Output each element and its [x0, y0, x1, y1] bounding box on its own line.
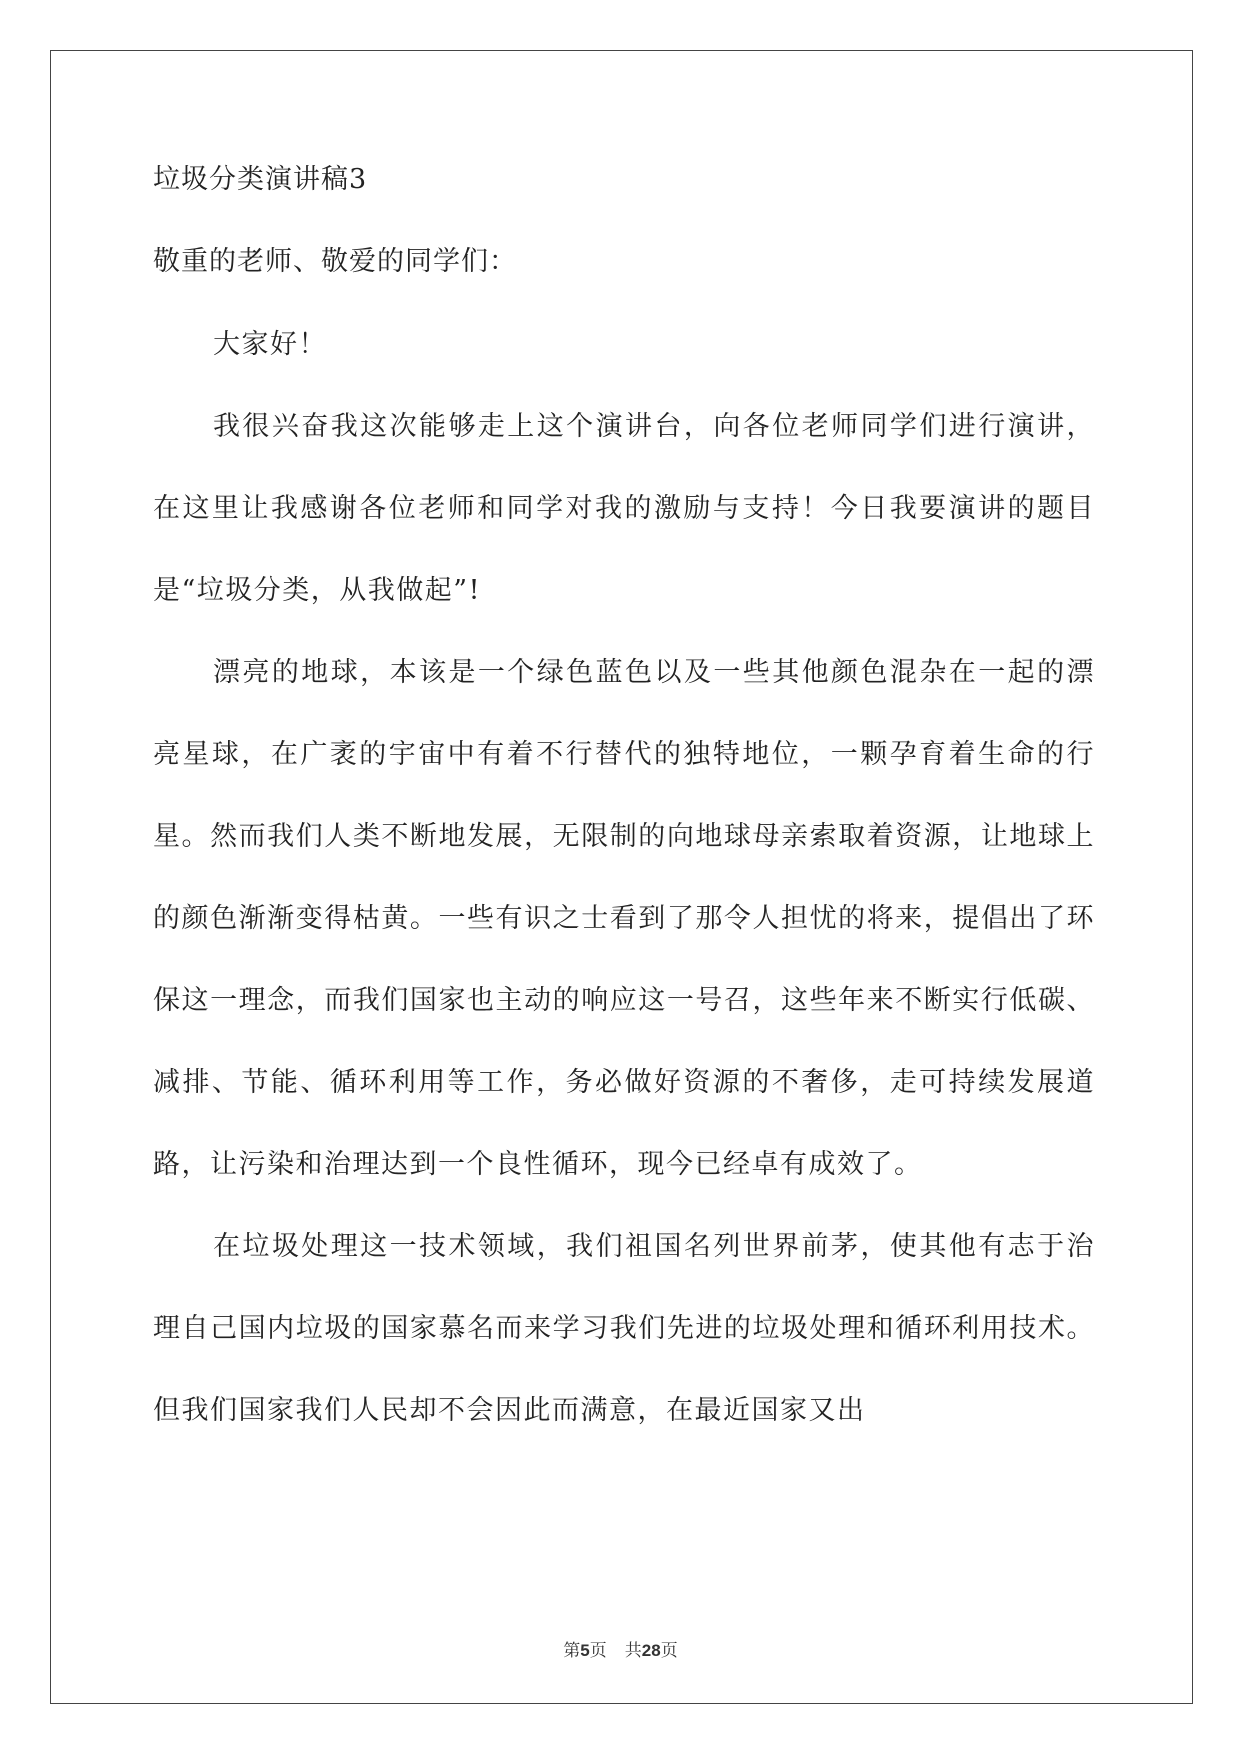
page-footer [0, 1636, 1241, 1661]
total-prefix: 共 [624, 1641, 642, 1661]
paragraph-greeting: 大家好！ [213, 329, 327, 360]
page-prefix: 第 [563, 1641, 581, 1661]
paragraph: 漂亮的地球，本该是一个绿色蓝色以及一些其他颜色混杂在一起的漂亮星球，在广袤的宇宙中有着不行替代的独特地位，一颗孕育着生命的行星。然而我们人类不断地发展，无限制的向地球母亲索取着资源，让地球上的颜色渐渐变得枯黄。一些有识之士看到了那令人担忧的将来，提倡出了环保这一理念，而我们国家也主动的响应这一号召，这些年来不断实行低碳、减排、节能、循环利用等工作，务必做好资源的不奢侈，走可持续发展道路，让污染和治理达到一个良性循环，现今已经卓有成效了。 [153, 657, 1095, 1180]
page-current: 5 [580, 1641, 590, 1660]
page-total: 28 [641, 1641, 661, 1660]
paragraph: 在垃圾处理这一技术领域，我们祖国名列世界前茅，使其他有志于治理自己国内垃圾的国家慕名而来学习我们先进的垃圾处理和循环利用技术。但我们国家我们人民却不会因此而满意，在最近国家又出 [153, 1231, 1095, 1426]
document-body [153, 160, 1095, 1452]
total-suffix: 页 [660, 1641, 678, 1661]
paragraph: 我很兴奋我这次能够走上这个演讲台，向各位老师同学们进行演讲，在这里让我感谢各位老师和同学对我的激励与支持！今日我要演讲的题目是“垃圾分类，从我做起”! [153, 411, 1095, 606]
salutation: 敬重的老师、敬爱的同学们： [153, 246, 517, 277]
document-title: 垃圾分类演讲稿3 [153, 164, 368, 195]
page-suffix: 页 [589, 1641, 607, 1661]
